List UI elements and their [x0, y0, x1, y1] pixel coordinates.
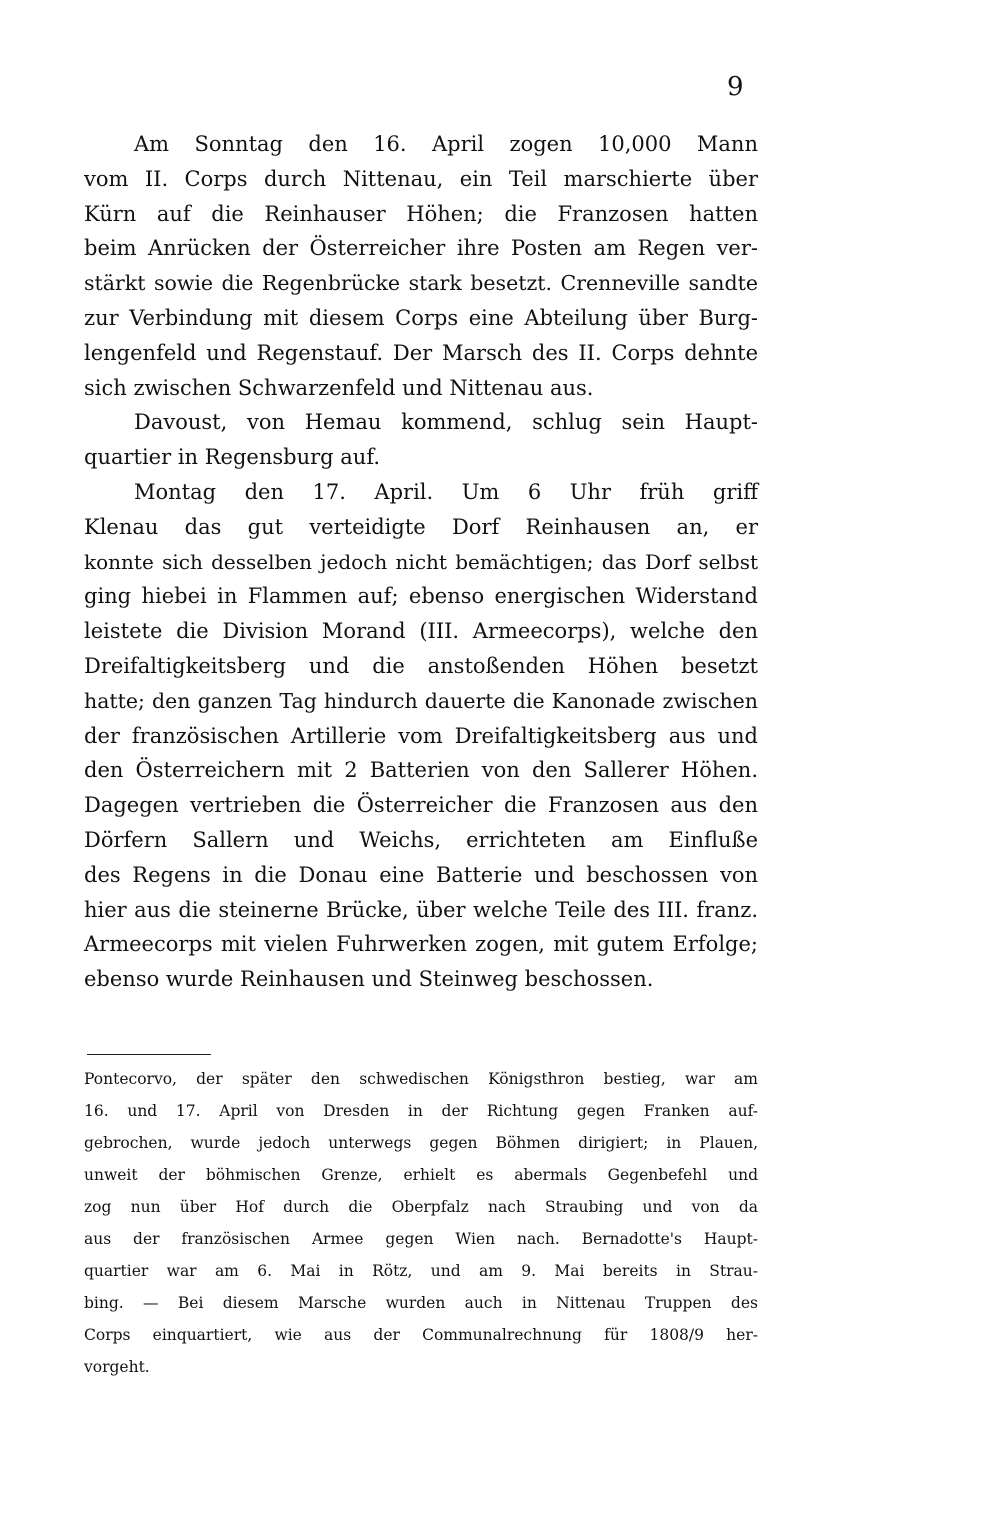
main-text-line: lengenfeld und Regenstauf. Der Marsch des II. Corps dehnte [84, 340, 758, 365]
main-text-line: Armeecorps mit vielen Fuhrwerken zogen, mit gutem Erfolge; [84, 932, 758, 957]
main-text-line: Montag den 17. April. Um 6 Uhr früh griff [134, 479, 758, 504]
main-text-line: ebenso wurde Reinhausen und Steinweg beschossen. [84, 967, 654, 992]
main-text-block [84, 127, 758, 997]
main-text-line: stärkt sowie die Regenbrücke stark besetzt. Crenneville sandte [84, 271, 758, 296]
main-text-line: Klenau das gut verteidigte Dorf Reinhausen an, er [84, 514, 758, 539]
main-text-line: Davoust, von Hemau kommend, schlug sein Haupt- [134, 410, 758, 435]
main-text-line: beim Anrücken der Österreicher ihre Posten am Regen ver- [84, 236, 758, 261]
main-text-line: ging hiebei in Flammen auf; ebenso energischen Widerstand [84, 584, 758, 609]
page-number: 9 [727, 72, 744, 102]
main-text-line: Am Sonntag den 16. April zogen 10,000 Mann [134, 132, 758, 156]
footnote-line: zog nun über Hof durch die Oberpfalz nach Straubing und von da [84, 1198, 758, 1216]
footnote-line: unweit der böhmischen Grenze, erhielt es abermals Gegenbefehl und [84, 1166, 758, 1184]
footnote-line: 16. und 17. April von Dresden in der Richtung gegen Franken auf- [84, 1102, 758, 1120]
main-text-line: zur Verbindung mit diesem Corps eine Abteilung über Burg- [84, 305, 758, 330]
main-text-line: leistete die Division Morand (III. Armeecorps), welche den [84, 619, 758, 644]
footnote-line: bing. — Bei diesem Marsche wurden auch in Nittenau Truppen des [84, 1294, 758, 1312]
main-text-line: des Regens in die Donau eine Batterie und beschossen von [84, 862, 758, 887]
footnote-line: Pontecorvo, der später den schwedischen Königsthron bestieg, war am [84, 1070, 758, 1088]
main-text-line: konnte sich desselben jedoch nicht bemächtigen; das Dorf selbst [84, 549, 758, 574]
main-text-line: Dreifaltigkeitsberg und die anstoßenden Höhen besetzt [84, 653, 758, 678]
main-text-line: der französischen Artillerie vom Dreifaltigkeitsberg aus und [84, 723, 758, 748]
main-text-line: Dörfern Sallern und Weichs, errichteten am Einfluße [84, 827, 758, 852]
footnote-line: Corps einquartiert, wie aus der Communalrechnung für 1808/9 her- [84, 1326, 758, 1344]
footnote-line: quartier war am 6. Mai in Rötz, und am 9. Mai bereits in Strau- [84, 1262, 758, 1280]
main-text-line: Kürn auf die Reinhauser Höhen; die Franzosen hatten [84, 201, 758, 226]
footnote-line: vorgeht. [84, 1358, 150, 1376]
main-text-line: Dagegen vertrieben die Österreicher die Franzosen aus den [84, 793, 758, 818]
main-text-line: vom II. Corps durch Nittenau, ein Teil marschierte über [84, 166, 758, 191]
footnote-separator [87, 1054, 211, 1055]
main-text-line: den Österreichern mit 2 Batterien von den Sallerer Höhen. [84, 758, 758, 783]
main-text-line: sich zwischen Schwarzenfeld und Nittenau aus. [84, 375, 594, 400]
main-text-line: hatte; den ganzen Tag hindurch dauerte die Kanonade zwischen [84, 688, 758, 713]
footnote-line: aus der französischen Armee gegen Wien nach. Bernadotte's Haupt- [84, 1230, 758, 1248]
main-text-line: quartier in Regensburg auf. [84, 445, 381, 470]
footnote-block [84, 1063, 758, 1383]
main-text-line: hier aus die steinerne Brücke, über welche Teile des III. franz. [84, 897, 758, 922]
footnote-line: gebrochen, wurde jedoch unterwegs gegen Böhmen dirigiert; in Plauen, [84, 1134, 758, 1152]
